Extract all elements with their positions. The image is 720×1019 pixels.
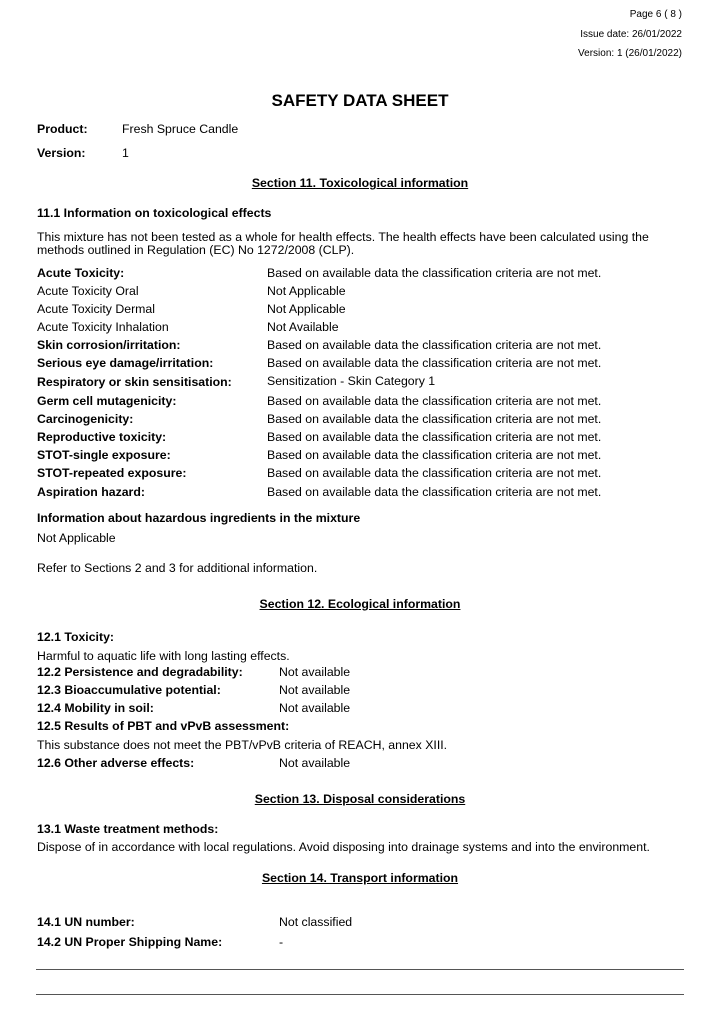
transport-row-value: - — [279, 935, 284, 949]
tox-row-value: Based on available data the classification criteria are not met. — [267, 394, 602, 408]
tox-row-value: Not Available — [267, 320, 339, 334]
tox-row-value: Based on available data the classification criteria are not met. — [267, 466, 602, 480]
toxicity-label: 12.1 Toxicity: — [37, 630, 114, 644]
section-13-heading: Section 13. Disposal considerations — [254, 792, 466, 806]
eco-row-label: 12.4 Mobility in soil: — [37, 701, 154, 715]
tox-row-value: Based on available data the classification criteria are not met. — [267, 430, 602, 444]
product-label: Product: — [37, 122, 88, 136]
eco-row-value: Not available — [279, 701, 351, 715]
section-11-intro: This mixture has not been tested as a whole for health effects. The health effects have been calculated using the methods outlined in Regulation (EC) No 1272/2008 (CLP). — [37, 230, 649, 257]
tox-row-label: STOT-repeated exposure: — [37, 466, 187, 480]
version-date: Version: 1 (26/01/2022) — [578, 48, 682, 59]
version-value: 1 — [122, 146, 129, 160]
eco-row-label: 12.2 Persistence and degradability: — [37, 665, 243, 679]
other-effects-value: Not available — [279, 756, 351, 770]
product-value: Fresh Spruce Candle — [122, 122, 239, 136]
other-effects-label: 12.6 Other adverse effects: — [37, 756, 195, 770]
tox-row-label: Carcinogenicity: — [37, 412, 134, 426]
waste-treatment-text: Dispose of in accordance with local regulations. Avoid disposing into drainage systems and into the environment. — [37, 840, 650, 854]
page-number: Page 6 ( 8 ) — [629, 9, 682, 20]
tox-row-label: Reproductive toxicity: — [37, 430, 167, 444]
section-11-heading: Section 11. Toxicological information — [251, 176, 469, 190]
eco-row-label: 12.3 Bioaccumulative potential: — [37, 683, 221, 697]
tox-row-value: Based on available data the classification criteria are not met. — [267, 485, 602, 499]
section-14-heading: Section 14. Transport information — [261, 871, 459, 885]
tox-row-label: Acute Toxicity Oral — [37, 284, 139, 298]
tox-row-value: Based on available data the classification criteria are not met. — [267, 412, 602, 426]
pbt-text: This substance does not meet the PBT/vPvB criteria of REACH, annex XIII. — [37, 738, 448, 752]
version-label: Version: — [37, 146, 86, 160]
tox-row-value: Sensitization - Skin Category 1 — [267, 374, 436, 388]
tox-row-value: Based on available data the classification criteria are not met. — [267, 356, 602, 370]
section-12-heading: Section 12. Ecological information — [259, 597, 461, 611]
tox-row-label: Acute Toxicity Inhalation — [37, 320, 169, 334]
hazardous-ingredients-heading: Information about hazardous ingredients in the mixture — [37, 511, 361, 525]
eco-row-value: Not available — [279, 665, 351, 679]
tox-row-label: Skin corrosion/irritation: — [37, 338, 181, 352]
footer-divider — [36, 969, 684, 970]
document-title: SAFETY DATA SHEET — [271, 91, 449, 110]
toxicity-text: Harmful to aquatic life with long lasting effects. — [37, 649, 290, 663]
tox-row-label: Acute Toxicity Dermal — [37, 302, 155, 316]
tox-row-label: Acute Toxicity: — [37, 266, 125, 280]
tox-row-label: STOT-single exposure: — [37, 448, 171, 462]
tox-row-value: Based on available data the classification criteria are not met. — [267, 448, 602, 462]
transport-row-label: 14.2 UN Proper Shipping Name: — [37, 935, 223, 949]
transport-row-value: Not classified — [279, 915, 353, 929]
tox-row-label: Aspiration hazard: — [37, 485, 145, 499]
tox-row-label: Germ cell mutagenicity: — [37, 394, 177, 408]
refer-sections-text: Refer to Sections 2 and 3 for additional information. — [37, 561, 318, 575]
tox-row-value: Not Applicable — [267, 302, 346, 316]
tox-row-value: Not Applicable — [267, 284, 346, 298]
tox-row-value: Based on available data the classification criteria are not met. — [267, 338, 602, 352]
tox-row-label: Respiratory or skin sensitisation: — [37, 375, 232, 389]
issue-date: Issue date: 26/01/2022 — [580, 29, 682, 40]
tox-row-value: Based on available data the classification criteria are not met. — [267, 266, 602, 280]
tox-row-label: Serious eye damage/irritation: — [37, 356, 214, 370]
waste-treatment-label: 13.1 Waste treatment methods: — [37, 822, 219, 836]
footer-divider — [36, 994, 684, 995]
pbt-label: 12.5 Results of PBT and vPvB assessment: — [37, 719, 290, 733]
transport-row-label: 14.1 UN number: — [37, 915, 135, 929]
hazardous-ingredients-value: Not Applicable — [37, 531, 116, 545]
eco-row-value: Not available — [279, 683, 351, 697]
section-11-1-heading: 11.1 Information on toxicological effects — [37, 206, 272, 220]
